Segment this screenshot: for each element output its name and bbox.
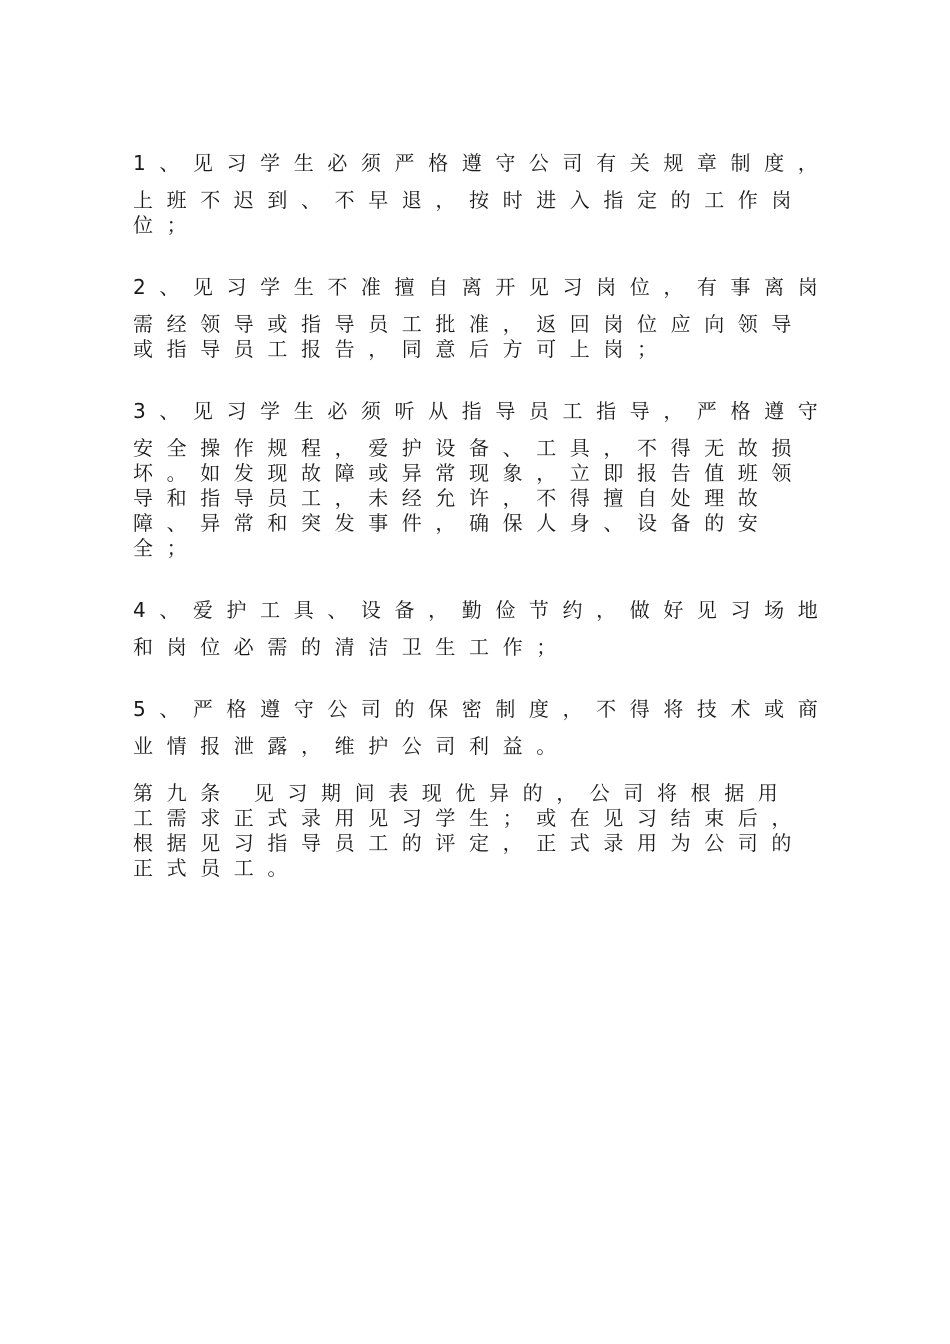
rule-item-4	[133, 597, 832, 660]
document-page	[133, 150, 832, 881]
article-nine-heading: 第九条	[133, 781, 234, 805]
article-nine-body: 见习期间表现优异的，公司将根据用工需求正式录用见习学生；或在见习结束后，根据见习指导员工的评定，正式录用为公司的正式员工。	[133, 781, 805, 880]
article-nine	[133, 781, 823, 881]
rule-item-1	[133, 150, 832, 238]
rule-item-2-first-line: 2、见习学生不准擅自离开见习岗位，有事离岗	[133, 275, 832, 299]
rule-item-4-continuation: 和岗位必需的清洁卫生工作；	[133, 635, 570, 659]
rule-item-5	[133, 696, 832, 759]
rule-item-5-first-line: 5、严格遵守公司的保密制度，不得将技术或商	[133, 697, 832, 721]
rule-item-1-continuation: 上班不迟到、不早退，按时进入指定的工作岗位；	[133, 188, 805, 237]
rule-item-1-first-line: 1、见习学生必须严格遵守公司有关规章制度，	[133, 151, 832, 175]
rule-item-3	[133, 398, 832, 561]
rule-item-3-continuation: 安全操作规程，爱护设备、工具，不得无故损坏。如发现故障或异常现象，立即报告值班领导和指导员工，未经允许，不得擅自处理故障、异常和突发事件，确保人身、设备的安全；	[133, 436, 805, 560]
rule-item-2	[133, 274, 832, 362]
rule-item-5-continuation: 业情报泄露，维护公司利益。	[133, 734, 570, 758]
rule-item-4-first-line: 4、爱护工具、设备，勤俭节约，做好见习场地	[133, 598, 832, 622]
rule-item-3-first-line: 3、见习学生必须听从指导员工指导，严格遵守	[133, 399, 832, 423]
rule-item-2-continuation: 需经领导或指导员工批准，返回岗位应向领导或指导员工报告，同意后方可上岗；	[133, 312, 805, 361]
